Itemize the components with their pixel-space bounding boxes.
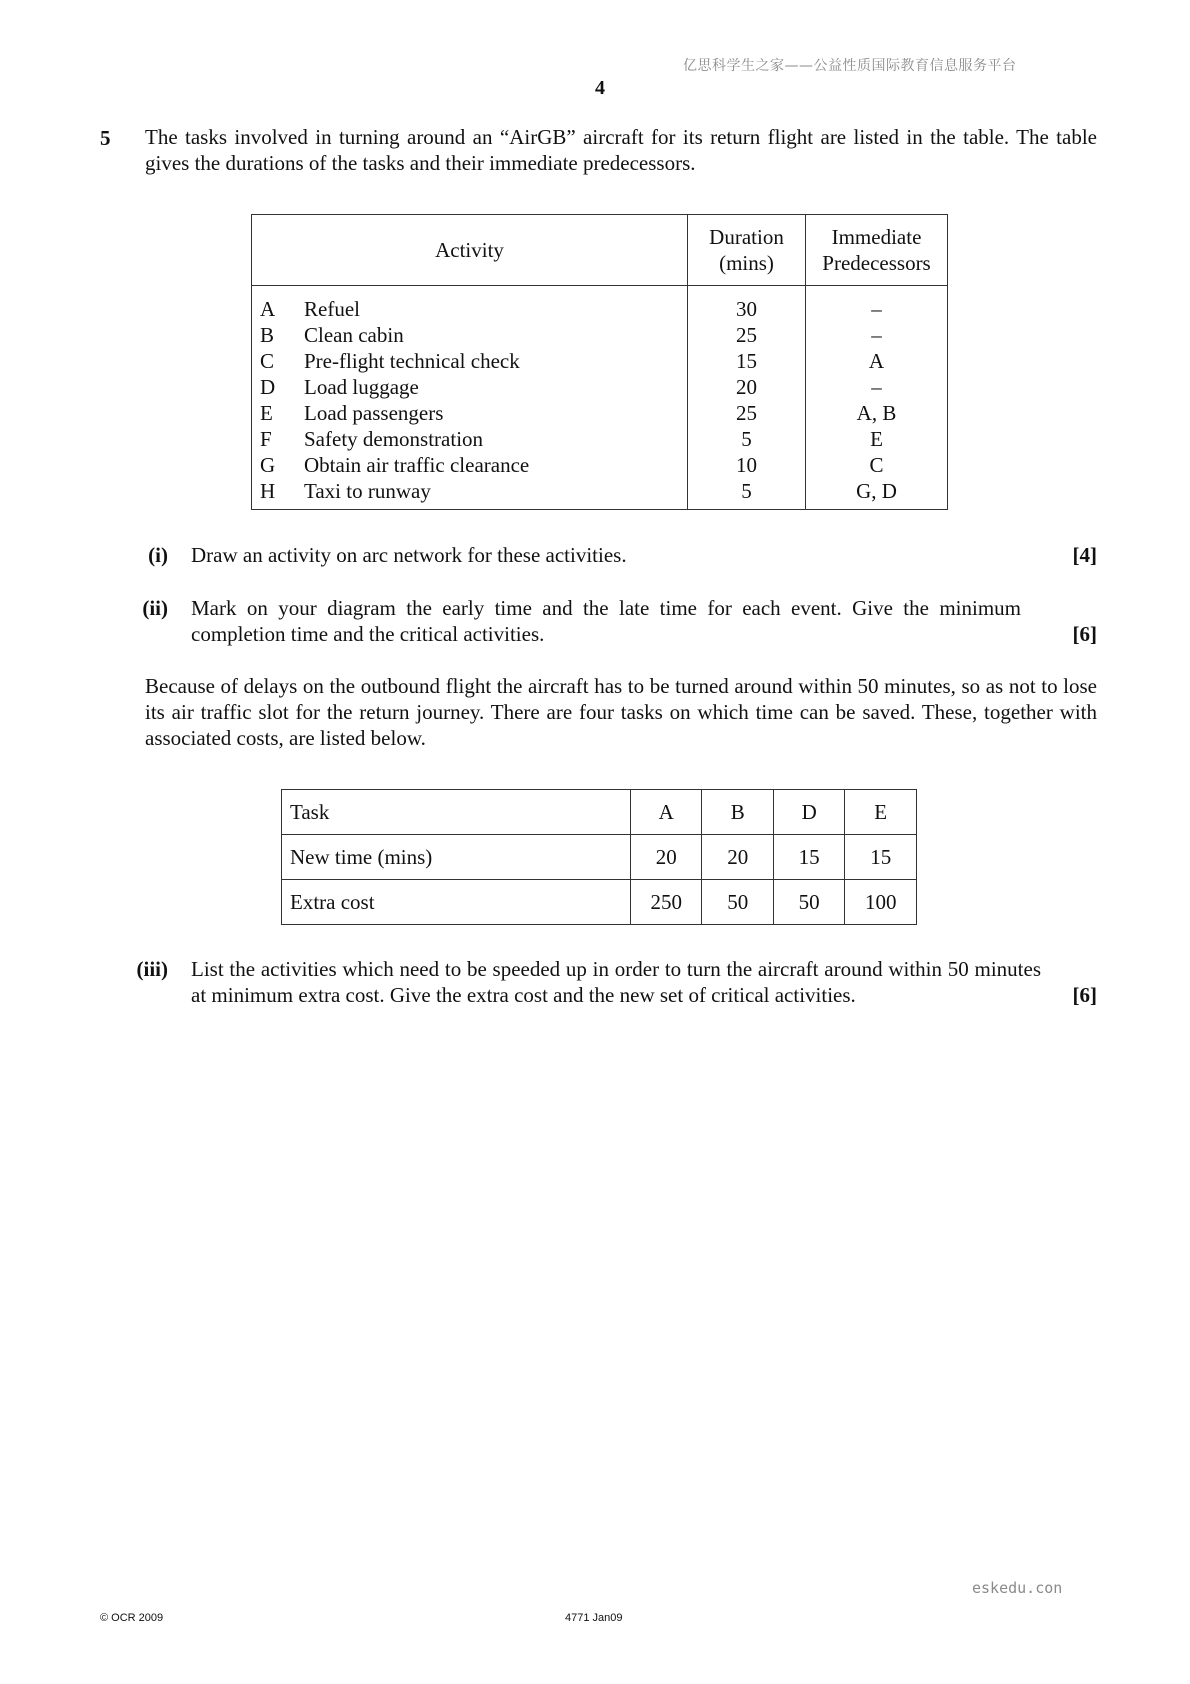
question-intro: The tasks involved in turning around an “AirGB” aircraft for its return flight are listed in the table. The table gives the durations of the tasks and their immediate predecessors.: [145, 125, 1097, 175]
predecessors-value: C: [869, 453, 884, 477]
predecessors-column: [806, 286, 948, 510]
activity-row-c: [252, 348, 687, 374]
predecessors-value: E: [870, 427, 883, 451]
cost-cell: 20: [702, 835, 773, 880]
predecessors-header-line1: Immediate: [831, 225, 922, 249]
activity-letter: C: [260, 349, 275, 373]
duration-value: 15: [736, 349, 757, 373]
activity-letter: E: [260, 401, 273, 425]
activity-name: Clean cabin: [304, 323, 404, 347]
part-iii-marks: [6]: [1072, 983, 1097, 1007]
cost-cell: D: [773, 790, 844, 835]
footer-watermark: eskedu.con: [972, 1579, 1063, 1597]
part-iii: [0, 956, 1190, 1008]
activity-name: Pre-flight technical check: [304, 349, 520, 373]
activity-header: Activity: [252, 215, 688, 286]
predecessors-value: –: [871, 323, 882, 347]
cost-row-label: New time (mins): [282, 835, 631, 880]
activity-letter: F: [260, 427, 272, 451]
activity-column: [252, 286, 688, 510]
predecessors-value: A, B: [856, 401, 897, 425]
part-i-marks: [4]: [1072, 543, 1097, 567]
part-i: [0, 542, 1190, 568]
duration-value: 5: [741, 427, 752, 451]
activity-name: Load luggage: [304, 375, 419, 399]
activity-row-e: [252, 400, 687, 426]
cost-cell: 20: [630, 835, 702, 880]
activity-row-g: [252, 452, 687, 478]
part-iii-label: (iii): [136, 957, 168, 981]
cost-cell: 50: [773, 880, 844, 925]
duration-value: 10: [736, 453, 757, 477]
activity-row-f: [252, 426, 687, 452]
activity-letter: B: [260, 323, 275, 347]
header-watermark: 亿思科学生之家——公益性质国际教育信息服务平台: [683, 58, 1017, 74]
predecessors-header-line2: Predecessors: [822, 251, 931, 275]
duration-value: 5: [741, 479, 752, 503]
question-number: 5: [100, 126, 111, 150]
part-i-text: Draw an activity on arc network for these activities.: [191, 543, 627, 567]
activity-letter: H: [260, 479, 276, 503]
cost-row-label: Extra cost: [282, 880, 631, 925]
duration-header: [688, 215, 806, 286]
activity-name: Obtain air traffic clearance: [304, 453, 530, 477]
activity-row-a: [252, 296, 687, 322]
duration-header-line2: (mins): [719, 251, 774, 275]
part-ii-label: (ii): [142, 596, 168, 620]
cost-row-new-time: [282, 835, 917, 880]
activity-row-d: [252, 374, 687, 400]
predecessors-header: [806, 215, 948, 286]
part-ii-marks: [6]: [1072, 622, 1097, 646]
predecessors-value: G, D: [856, 479, 897, 503]
activity-letter: G: [260, 453, 276, 477]
because-paragraph: Because of delays on the outbound flight the aircraft has to be turned around within 50 minutes, so as not to lose its air traffic slot for the return journey. There are four tasks on which time can be saved. These, together with associated costs, are listed below.: [145, 674, 1097, 750]
duration-value: 20: [736, 375, 757, 399]
cost-cell: 15: [773, 835, 844, 880]
activity-name: Refuel: [304, 297, 360, 321]
page-number: 4: [595, 77, 605, 99]
cost-cell: 50: [702, 880, 773, 925]
part-ii-text: Mark on your diagram the early time and the late time for each event. Give the minimum completion time and the critical activities.: [191, 596, 1021, 646]
duration-value: 25: [736, 323, 757, 347]
activity-letter: D: [260, 375, 276, 399]
activity-name: Taxi to runway: [304, 479, 431, 503]
part-ii: [0, 595, 1190, 647]
cost-cell: B: [702, 790, 773, 835]
cost-row-extra-cost: [282, 880, 917, 925]
predecessors-value: –: [871, 375, 882, 399]
cost-table: [281, 789, 917, 925]
duration-column: [688, 286, 806, 510]
cost-cell: A: [630, 790, 702, 835]
footer-copyright: © OCR 2009: [100, 1612, 164, 1624]
cost-row-label: Task: [282, 790, 631, 835]
duration-value: 30: [736, 297, 757, 321]
activity-name: Safety demonstration: [304, 427, 484, 451]
cost-cell: 15: [845, 835, 917, 880]
predecessors-value: –: [871, 297, 882, 321]
part-i-label: (i): [148, 543, 168, 567]
part-iii-text: List the activities which need to be speeded up in order to turn the aircraft around within 50 minutes at minimum extra cost. Give the extra cost and the new set of critical activities.: [191, 957, 1041, 1007]
footer-paper-code: 4771 Jan09: [565, 1612, 623, 1624]
predecessors-value: A: [868, 349, 885, 373]
duration-value: 25: [736, 401, 757, 425]
activity-letter: A: [260, 297, 276, 321]
activity-name: Load passengers: [304, 401, 444, 425]
cost-cell: E: [845, 790, 917, 835]
duration-header-line1: Duration: [709, 225, 784, 249]
activity-row-b: [252, 322, 687, 348]
activity-row-h: [252, 478, 687, 504]
cost-cell: 100: [845, 880, 917, 925]
activity-table: [251, 214, 948, 510]
cost-row-task: [282, 790, 917, 835]
cost-cell: 250: [630, 880, 702, 925]
